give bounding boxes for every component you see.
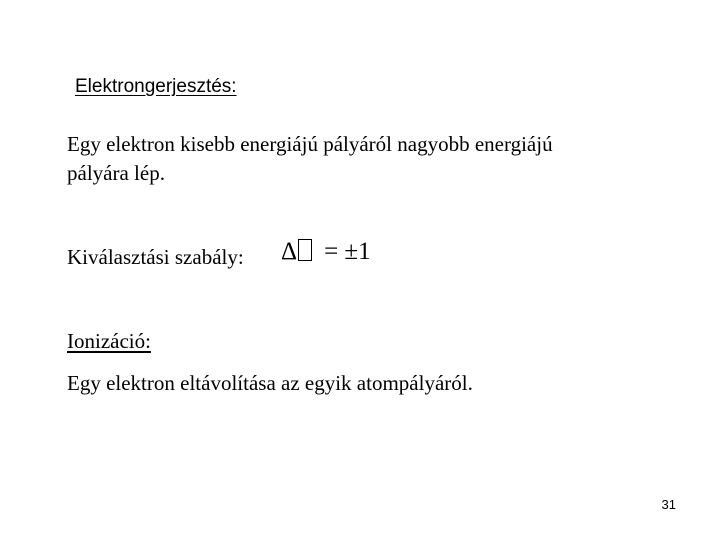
excitation-text-line-1: Egy elektron kisebb energiájú pályáról nagyobb energiájú [67, 132, 553, 156]
selection-rule-label: Kiválasztási szabály: [67, 245, 244, 269]
excitation-heading: Elektrongerjesztés: [75, 76, 237, 97]
formula-equals-plus-minus-one: = ±1 [324, 238, 371, 265]
ionization-description: Egy elektron eltávolítása az egyik atompályáról. [67, 371, 473, 395]
excitation-description [67, 130, 553, 188]
formula-delta-symbol: Δ [281, 238, 298, 265]
selection-rule-formula [281, 235, 371, 269]
excitation-text-line-2: pályára lép. [67, 161, 165, 185]
page-number: 31 [661, 497, 676, 512]
ionization-heading: Ionizáció: [67, 329, 151, 353]
missing-glyph-box-icon [298, 239, 312, 261]
